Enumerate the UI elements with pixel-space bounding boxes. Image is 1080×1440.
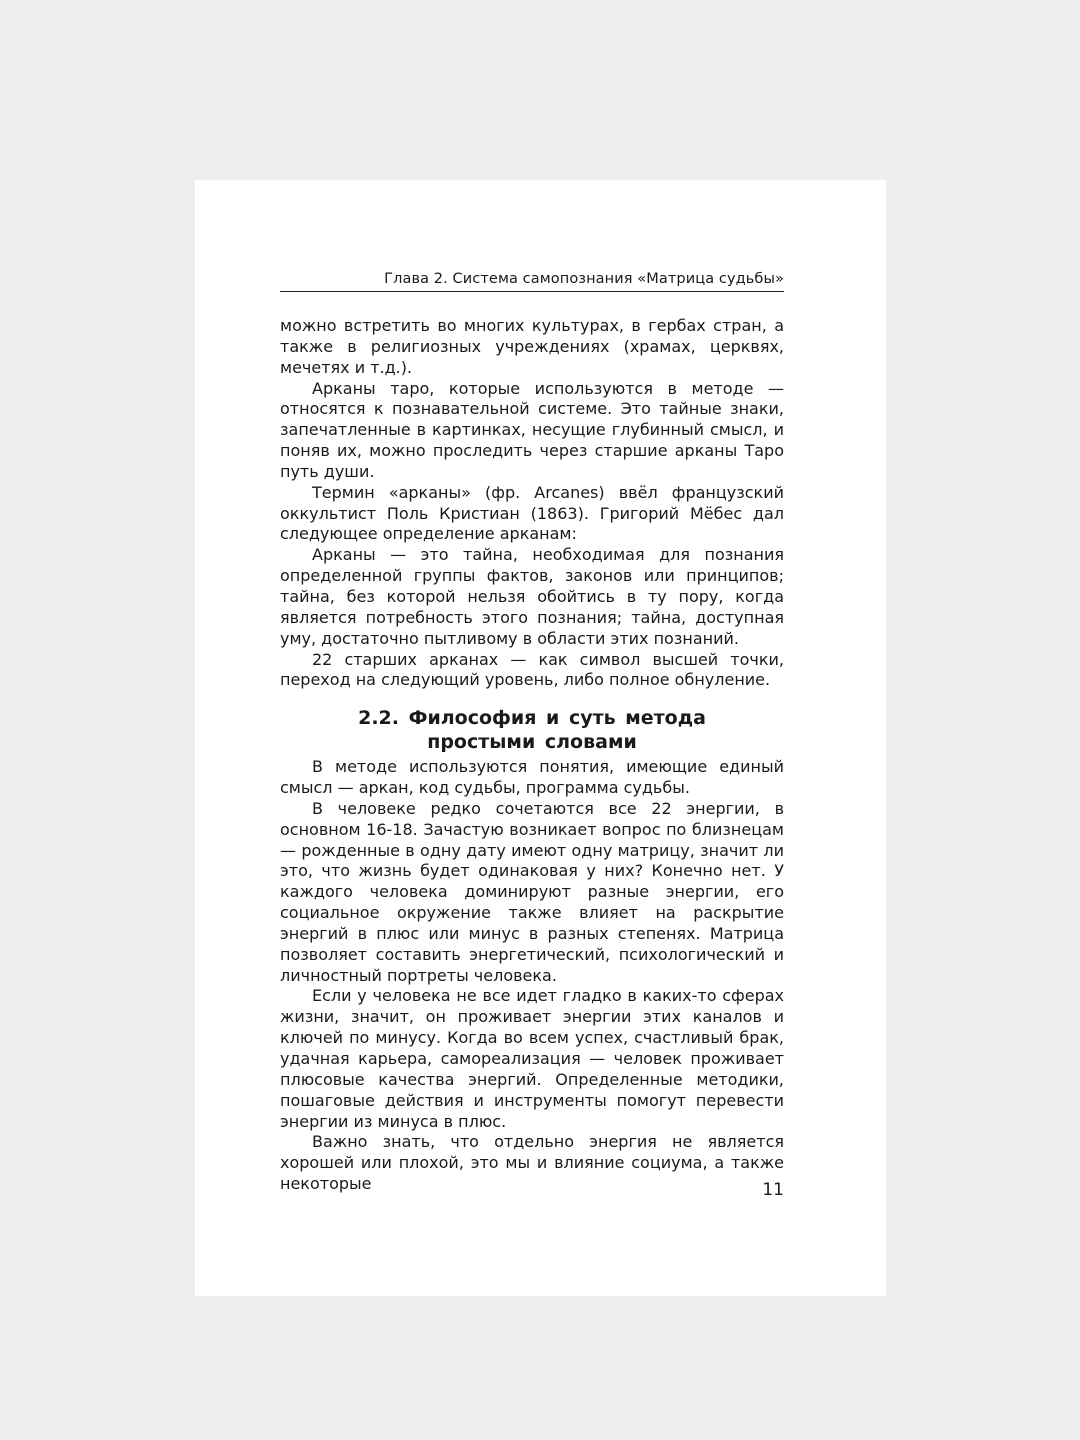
page-number: 11 bbox=[762, 1180, 784, 1200]
paragraph: Если у человека не все идет гладко в каких-то сферах жизни, значит, он проживает энергии этих каналов и ключей по минусу. Когда во всем успех, счастливый брак, удачная карьера, самореализация — человек проживает плюсовые качества энергий. Определенные методики, пошаговые действия и инструменты помогут перевести энергии из минуса в плюс. bbox=[280, 986, 784, 1131]
paragraph: 22 старших арканах — как символ высшей точки, переход на следующий уровень, либо полное обнуление. bbox=[280, 649, 784, 690]
running-header: Глава 2. Система самопознания «Матрица судьбы» bbox=[280, 269, 784, 292]
paragraph: Арканы таро, которые используются в методе — относятся к познавательной системе. Это тайные знаки, запечатленные в картинках, несущие глубинный смысл, и поняв их, можно проследить через старшие арканы Таро путь души. bbox=[280, 378, 784, 481]
paragraph: В человеке редко сочетаются все 22 энергии, в основном 16-18. Зачастую возникает вопрос по близнецам — рожденные в одну дату имеют одну матрицу, значит ли это, что жизнь будет одинаковая у них? Конечно нет. У каждого человека доминируют разные энергии, его социальное окружение также влияет на раскрытие энергий в плюс или минус в разных степенях. Матрица позволяет составить энергетический, психологический и личностный портреты человека. bbox=[280, 798, 784, 985]
paragraph: можно встретить во многих культурах, в гербах стран, а также в религиозных учреждениях (храмах, церквях, мечетях и т.д.). bbox=[280, 316, 784, 377]
section-heading bbox=[280, 707, 784, 754]
paragraph: Важно знать, что отдельно энергия не является хорошей или плохой, это мы и влияние социума, а также некоторые bbox=[280, 1132, 784, 1194]
book-page bbox=[195, 180, 886, 1296]
paragraph: В методе используются понятия, имеющие единый смысл — аркан, код судьбы, программа судьбы. bbox=[280, 757, 784, 798]
section-heading-line-2: простыми словами bbox=[427, 730, 637, 753]
paragraph: Термин «арканы» (фр. Arcanes) ввёл французский оккультист Поль Кристиан (1863). Григорий Мёбес дал следующее определение арканам: bbox=[280, 482, 784, 544]
paragraph: Арканы — это тайна, необходимая для познания определенной группы фактов, законов или принципов; тайна, без которой нельзя обойтись в ту пору, когда является потребность этого познания; тайна, доступная уму, достаточно пытливому в области этих познаний. bbox=[280, 545, 784, 648]
page-content bbox=[280, 316, 784, 1195]
section-heading-line-1: 2.2. Философия и суть метода bbox=[358, 707, 706, 730]
